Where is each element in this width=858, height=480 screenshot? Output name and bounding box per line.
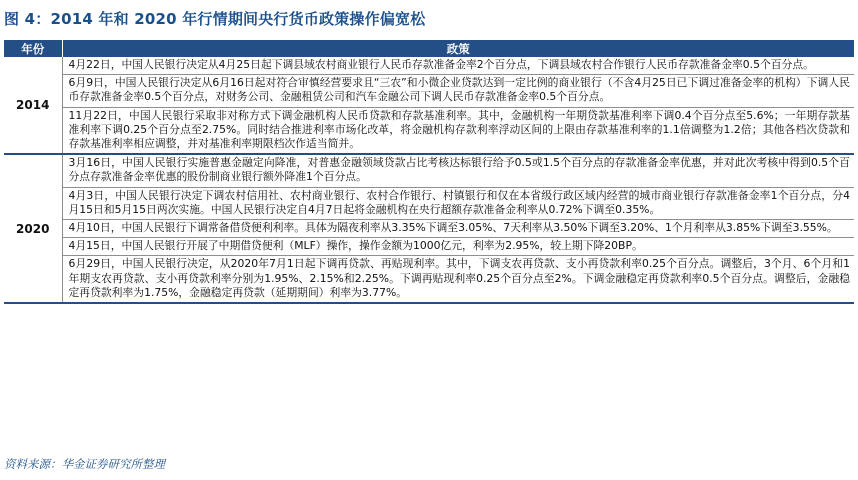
figure-title: 图 4：2014 年和 2020 年行情期间央行货币政策操作偏宽松 bbox=[4, 10, 426, 28]
table-row bbox=[4, 238, 854, 256]
header-year: 年份 bbox=[4, 40, 62, 57]
policy-table bbox=[4, 40, 854, 304]
policy-cell: 11月22日，中国人民银行采取非对称方式下调金融机构人民币贷款和存款基准利率。其中，金融机构一年期贷款基准利率下调0.4个百分点至5.6%；一年期存款基准利率下调0.25个百分点至2.75%。同时结合推进利率市场化改革，将金融机构存款利率浮动区间的上限由存款基准利率的1.1倍调整为1.2倍；其他各档次贷款和存款基准利率相应调整，并对基准利率期限档次作适当简并。 bbox=[62, 107, 854, 154]
table-row bbox=[4, 187, 854, 219]
table-row bbox=[4, 220, 854, 238]
table-row bbox=[4, 256, 854, 303]
year-cell-2020: 2020 bbox=[4, 154, 62, 303]
source-note: 资料来源：华金证券研究所整理 bbox=[4, 457, 165, 471]
table-row bbox=[4, 154, 854, 187]
policy-cell: 6月9日，中国人民银行决定从6月16日起对符合审慎经营要求且“三农”和小微企业贷款达到一定比例的商业银行（不含4月25日已下调过准备金率的机构）下调人民币存款准备金率0.5个百分点，对财务公司、金融租赁公司和汽车金融公司下调人民币存款准备金率0.5个百分点。 bbox=[62, 75, 854, 107]
policy-cell: 4月15日，中国人民银行开展了中期借贷便利（MLF）操作，操作金额为1000亿元，利率为2.95%，较上期下降20BP。 bbox=[62, 238, 854, 256]
table-row bbox=[4, 57, 854, 75]
table-row bbox=[4, 75, 854, 107]
year-cell-2014: 2014 bbox=[4, 57, 62, 154]
table-header-row bbox=[4, 40, 854, 57]
header-policy: 政策 bbox=[62, 40, 854, 57]
policy-cell: 3月16日，中国人民银行实施普惠金融定向降准，对普惠金融领域贷款占比考核达标银行给予0.5或1.5个百分点的存款准备金率优惠，并对此次考核中得到0.5个百分点存款准备金率优惠的股份制商业银行额外降准1个百分点。 bbox=[62, 154, 854, 187]
policy-cell: 4月10日，中国人民银行下调常备借贷便利利率。具体为隔夜利率从3.35%下调至3.05%、7天利率从3.50%下调至3.20%、1个月利率从3.85%下调至3.55%。 bbox=[62, 220, 854, 238]
policy-cell: 4月22日，中国人民银行决定从4月25日起下调县域农村商业银行人民币存款准备金率2个百分点，下调县域农村合作银行人民币存款准备金率0.5个百分点。 bbox=[62, 57, 854, 75]
policy-cell: 6月29日，中国人民银行决定，从2020年7月1日起下调再贷款、再贴现利率。其中，下调支农再贷款、支小再贷款利率0.25个百分点。调整后，3个月、6个月和1年期支农再贷款、支小再贷款利率分别为1.95%、2.15%和2.25%。下调再贴现利率0.25个百分点至2%。下调金融稳定再贷款利率0.5个百分点。调整后，金融稳定再贷款利率为1.75%，金融稳定再贷款（延期期间）利率为3.77%。 bbox=[62, 256, 854, 303]
policy-cell: 4月3日，中国人民银行决定下调农村信用社、农村商业银行、农村合作银行、村镇银行和仅在本省级行政区域内经营的城市商业银行存款准备金率1个百分点，分4月15日和5月15日两次实施。中国人民银行决定自4月7日起将金融机构在央行超额存款准备金利率从0.72%下调至0.35%。 bbox=[62, 187, 854, 219]
table-row bbox=[4, 107, 854, 154]
